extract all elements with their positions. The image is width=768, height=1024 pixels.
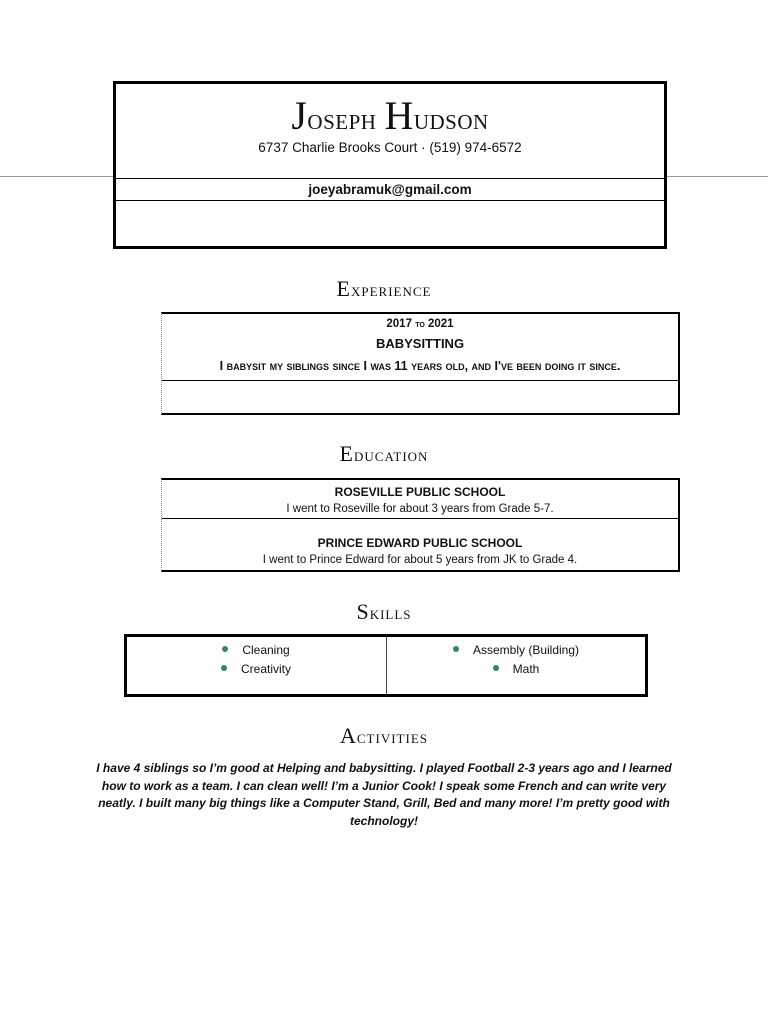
experience-role: BABYSITTING: [375, 336, 465, 351]
name-first-initial: J: [291, 93, 308, 138]
bullet-icon: [453, 646, 459, 652]
activities-heading-rest: ctivities: [356, 727, 428, 747]
skills-heading-initial: S: [356, 599, 370, 624]
experience-year-start: 2017: [386, 318, 412, 330]
experience-to: to: [415, 319, 425, 330]
skills-box: [124, 634, 648, 697]
education-school-description: I went to Prince Edward for about 5 years from JK to Grade 4.: [262, 554, 578, 566]
education-heading: [0, 441, 768, 467]
activities-heading: [0, 723, 768, 749]
bullet-icon: [222, 646, 228, 652]
skill-label: Assembly (Building): [472, 643, 580, 657]
experience-box: [161, 312, 680, 415]
email-address: joeyabramuk@gmail.com: [308, 182, 472, 197]
applicant-name: [116, 92, 664, 139]
skill-label: Cleaning: [242, 643, 290, 657]
name-first-rest: oseph: [307, 103, 377, 136]
experience-heading-rest: xperience: [350, 280, 432, 300]
education-heading-initial: E: [339, 441, 354, 466]
education-heading-rest: ducation: [354, 445, 429, 465]
address-phone-line: 6737 Charlie Brooks Court · (519) 974-6572: [258, 140, 522, 155]
name-last-initial: H: [384, 93, 414, 138]
education-school-name: ROSEVILLE PUBLIC SCHOOL: [334, 485, 506, 499]
skill-label: Math: [512, 662, 540, 676]
header-divider-bottom: [116, 200, 664, 201]
skill-item: [127, 660, 385, 679]
header-divider-top: [116, 178, 664, 179]
skills-heading: [0, 599, 768, 625]
education-school-description: I went to Roseville for about 3 years from Grade 5-7.: [286, 503, 554, 515]
skill-item: [387, 660, 645, 679]
education-school-name: PRINCE EDWARD PUBLIC SCHOOL: [317, 536, 523, 550]
skills-heading-rest: kills: [369, 603, 412, 623]
name-last-rest: udson: [413, 103, 489, 136]
experience-dates: [162, 318, 678, 330]
activities-paragraph: I have 4 siblings so I’m good at Helping and babysitting. I played Football 2-3 years ago and I learned how to work as a team. I can clean well! I’m a Junior Cook! I speak some French and can write very neatly. I built many big things like a Computer Stand, Grill, Bed and many more! I’m pretty good with technology!: [96, 761, 672, 828]
skills-column-left: [127, 641, 385, 679]
skills-column-right: [387, 641, 645, 679]
experience-year-end: 2021: [428, 318, 454, 330]
activities-heading-initial: A: [340, 723, 357, 748]
experience-divider: [162, 380, 678, 381]
header-box: [113, 81, 667, 249]
skill-label: Creativity: [240, 662, 291, 676]
experience-heading-initial: E: [336, 276, 351, 301]
education-divider: [162, 518, 678, 519]
education-box: [161, 478, 680, 572]
skill-item: [387, 641, 645, 660]
experience-heading: [0, 276, 768, 302]
bullet-icon: [493, 665, 499, 671]
bullet-icon: [221, 665, 227, 671]
skill-item: [127, 641, 385, 660]
experience-description: I babysit my siblings since I was 11 years old, and I've been doing it since.: [219, 359, 621, 373]
